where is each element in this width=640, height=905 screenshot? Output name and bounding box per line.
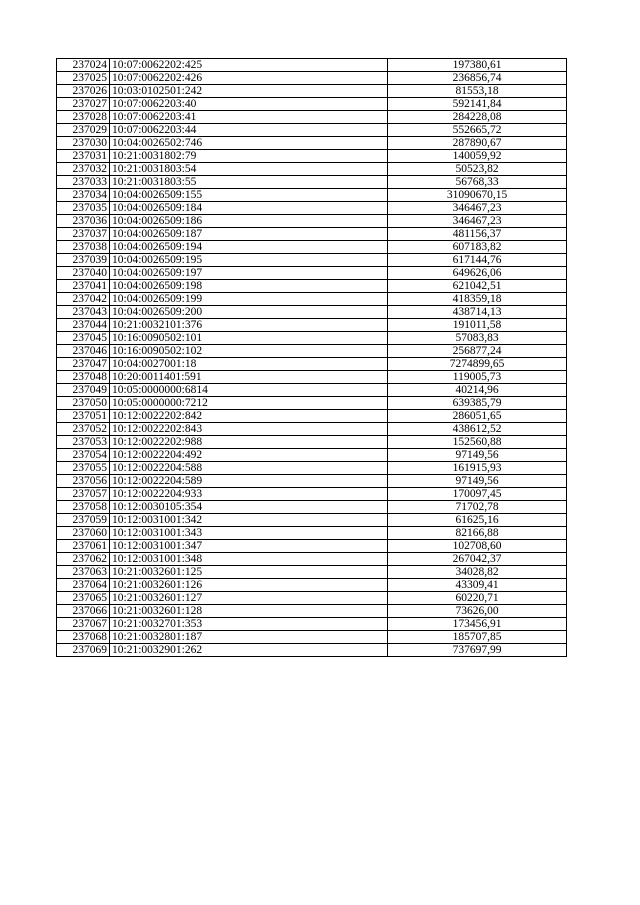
row-id-cell: 237066 [57, 605, 110, 618]
amount-cell: 71702,78 [388, 501, 567, 514]
table-row [57, 228, 567, 241]
row-id-cell: 237064 [57, 579, 110, 592]
cadastral-number-cell: 10:07:0062203:40 [110, 98, 388, 111]
row-id-cell: 237031 [57, 150, 110, 163]
row-id-cell: 237058 [57, 501, 110, 514]
table-row [57, 592, 567, 605]
cadastral-number-cell: 10:04:0026509:197 [110, 267, 388, 280]
table-row [57, 358, 567, 371]
amount-cell: 617144,76 [388, 254, 567, 267]
amount-cell: 284228,08 [388, 111, 567, 124]
table-row [57, 371, 567, 384]
table-row [57, 306, 567, 319]
cadastral-number-cell: 10:21:0032601:125 [110, 566, 388, 579]
row-id-cell: 237059 [57, 514, 110, 527]
cadastral-number-cell: 10:03:0102501:242 [110, 85, 388, 98]
table-row [57, 618, 567, 631]
amount-cell: 173456,91 [388, 618, 567, 631]
amount-cell: 639385,79 [388, 397, 567, 410]
row-id-cell: 237044 [57, 319, 110, 332]
amount-cell: 185707,85 [388, 631, 567, 644]
amount-cell: 438714,13 [388, 306, 567, 319]
cadastral-number-cell: 10:21:0031803:54 [110, 163, 388, 176]
amount-cell: 481156,37 [388, 228, 567, 241]
table-row [57, 59, 567, 72]
cadastral-number-cell: 10:04:0026509:155 [110, 189, 388, 202]
amount-cell: 50523,82 [388, 163, 567, 176]
row-id-cell: 237030 [57, 137, 110, 150]
table-row [57, 293, 567, 306]
row-id-cell: 237054 [57, 449, 110, 462]
amount-cell: 170097,45 [388, 488, 567, 501]
table-row [57, 163, 567, 176]
table-row [57, 176, 567, 189]
amount-cell: 649626,06 [388, 267, 567, 280]
amount-cell: 161915,93 [388, 462, 567, 475]
row-id-cell: 237063 [57, 566, 110, 579]
cadastral-number-cell: 10:21:0032601:128 [110, 605, 388, 618]
cadastral-number-cell: 10:21:0032801:187 [110, 631, 388, 644]
row-id-cell: 237045 [57, 332, 110, 345]
cadastral-number-cell: 10:04:0026509:187 [110, 228, 388, 241]
amount-cell: 191011,58 [388, 319, 567, 332]
table-row [57, 332, 567, 345]
row-id-cell: 237048 [57, 371, 110, 384]
amount-cell: 140059,92 [388, 150, 567, 163]
amount-cell: 31090670,15 [388, 189, 567, 202]
row-id-cell: 237026 [57, 85, 110, 98]
table-row [57, 436, 567, 449]
amount-cell: 61625,16 [388, 514, 567, 527]
amount-cell: 60220,71 [388, 592, 567, 605]
amount-cell: 81553,18 [388, 85, 567, 98]
cadastral-number-cell: 10:05:0000000:7212 [110, 397, 388, 410]
table-row [57, 514, 567, 527]
row-id-cell: 237046 [57, 345, 110, 358]
amount-cell: 737697,99 [388, 644, 567, 657]
row-id-cell: 237036 [57, 215, 110, 228]
table-row [57, 540, 567, 553]
table-row [57, 384, 567, 397]
table-row [57, 449, 567, 462]
cadastral-number-cell: 10:04:0027001:18 [110, 358, 388, 371]
table-body [57, 59, 567, 657]
table-row [57, 423, 567, 436]
cadastral-number-cell: 10:21:0032601:126 [110, 579, 388, 592]
table-row [57, 280, 567, 293]
cadastral-number-cell: 10:04:0026509:186 [110, 215, 388, 228]
amount-cell: 418359,18 [388, 293, 567, 306]
table-row [57, 189, 567, 202]
amount-cell: 621042,51 [388, 280, 567, 293]
amount-cell: 438612,52 [388, 423, 567, 436]
table-row [57, 98, 567, 111]
row-id-cell: 237032 [57, 163, 110, 176]
table-row [57, 85, 567, 98]
cadastral-number-cell: 10:04:0026502:746 [110, 137, 388, 150]
row-id-cell: 237039 [57, 254, 110, 267]
cadastral-number-cell: 10:07:0062203:44 [110, 124, 388, 137]
cadastral-number-cell: 10:12:0031001:347 [110, 540, 388, 553]
table-row [57, 397, 567, 410]
amount-cell: 286051,65 [388, 410, 567, 423]
cadastral-number-cell: 10:12:0030105:354 [110, 501, 388, 514]
cadastral-number-cell: 10:20:0011401:591 [110, 371, 388, 384]
row-id-cell: 237028 [57, 111, 110, 124]
cadastral-number-cell: 10:07:0062202:425 [110, 59, 388, 72]
cadastral-number-cell: 10:04:0026509:184 [110, 202, 388, 215]
cadastral-number-cell: 10:12:0031001:343 [110, 527, 388, 540]
amount-cell: 57083,83 [388, 332, 567, 345]
cadastral-number-cell: 10:21:0031803:55 [110, 176, 388, 189]
table-row [57, 137, 567, 150]
row-id-cell: 237047 [57, 358, 110, 371]
table-row [57, 488, 567, 501]
amount-cell: 97149,56 [388, 449, 567, 462]
cadastral-number-cell: 10:12:0031001:348 [110, 553, 388, 566]
row-id-cell: 237057 [57, 488, 110, 501]
row-id-cell: 237051 [57, 410, 110, 423]
table-row [57, 462, 567, 475]
table-row [57, 631, 567, 644]
table-row [57, 410, 567, 423]
amount-cell: 119005,73 [388, 371, 567, 384]
amount-cell: 97149,56 [388, 475, 567, 488]
cadastral-number-cell: 10:04:0026509:195 [110, 254, 388, 267]
amount-cell: 73626,00 [388, 605, 567, 618]
row-id-cell: 237068 [57, 631, 110, 644]
amount-cell: 236856,74 [388, 72, 567, 85]
row-id-cell: 237055 [57, 462, 110, 475]
amount-cell: 152560,88 [388, 436, 567, 449]
table-row [57, 527, 567, 540]
cadastral-number-cell: 10:12:0022202:988 [110, 436, 388, 449]
amount-cell: 287890,67 [388, 137, 567, 150]
row-id-cell: 237065 [57, 592, 110, 605]
row-id-cell: 237049 [57, 384, 110, 397]
cadastral-number-cell: 10:07:0062203:41 [110, 111, 388, 124]
cadastral-number-cell: 10:16:0090502:101 [110, 332, 388, 345]
cadastral-number-cell: 10:12:0022204:933 [110, 488, 388, 501]
row-id-cell: 237040 [57, 267, 110, 280]
row-id-cell: 237069 [57, 644, 110, 657]
cadastral-number-cell: 10:07:0062202:426 [110, 72, 388, 85]
cadastral-number-cell: 10:12:0022202:843 [110, 423, 388, 436]
row-id-cell: 237042 [57, 293, 110, 306]
row-id-cell: 237050 [57, 397, 110, 410]
cadastral-number-cell: 10:12:0022204:492 [110, 449, 388, 462]
cadastral-number-cell: 10:12:0031001:342 [110, 514, 388, 527]
row-id-cell: 237038 [57, 241, 110, 254]
cadastral-number-cell: 10:21:0032101:376 [110, 319, 388, 332]
cadastral-number-cell: 10:12:0022204:589 [110, 475, 388, 488]
cadastral-number-cell: 10:12:0022202:842 [110, 410, 388, 423]
table-row [57, 475, 567, 488]
amount-cell: 267042,37 [388, 553, 567, 566]
amount-cell: 552665,72 [388, 124, 567, 137]
table-row [57, 124, 567, 137]
row-id-cell: 237060 [57, 527, 110, 540]
row-id-cell: 237029 [57, 124, 110, 137]
table-row [57, 605, 567, 618]
row-id-cell: 237034 [57, 189, 110, 202]
table-row [57, 72, 567, 85]
cadastral-number-cell: 10:04:0026509:200 [110, 306, 388, 319]
cadastral-number-cell: 10:21:0032901:262 [110, 644, 388, 657]
cadastral-number-cell: 10:04:0026509:194 [110, 241, 388, 254]
amount-cell: 592141,84 [388, 98, 567, 111]
table-row [57, 553, 567, 566]
row-id-cell: 237037 [57, 228, 110, 241]
row-id-cell: 237025 [57, 72, 110, 85]
cadastral-number-cell: 10:21:0031802:79 [110, 150, 388, 163]
cadastral-number-cell: 10:05:0000000:6814 [110, 384, 388, 397]
amount-cell: 56768,33 [388, 176, 567, 189]
amount-cell: 197380,61 [388, 59, 567, 72]
cadastral-number-cell: 10:04:0026509:199 [110, 293, 388, 306]
table-row [57, 111, 567, 124]
table-row [57, 202, 567, 215]
cadastral-number-cell: 10:04:0026509:198 [110, 280, 388, 293]
table-row [57, 579, 567, 592]
amount-cell: 346467,23 [388, 202, 567, 215]
amount-cell: 7274899,65 [388, 358, 567, 371]
data-table [56, 58, 567, 657]
table-row [57, 150, 567, 163]
amount-cell: 34028,82 [388, 566, 567, 579]
row-id-cell: 237067 [57, 618, 110, 631]
table-row [57, 254, 567, 267]
row-id-cell: 237024 [57, 59, 110, 72]
row-id-cell: 237052 [57, 423, 110, 436]
amount-cell: 607183,82 [388, 241, 567, 254]
amount-cell: 40214,96 [388, 384, 567, 397]
row-id-cell: 237053 [57, 436, 110, 449]
table-row [57, 345, 567, 358]
cadastral-number-cell: 10:16:0090502:102 [110, 345, 388, 358]
table-row [57, 644, 567, 657]
row-id-cell: 237027 [57, 98, 110, 111]
amount-cell: 43309,41 [388, 579, 567, 592]
amount-cell: 82166,88 [388, 527, 567, 540]
row-id-cell: 237056 [57, 475, 110, 488]
table-row [57, 566, 567, 579]
cadastral-number-cell: 10:12:0022204:588 [110, 462, 388, 475]
table-row [57, 319, 567, 332]
table-row [57, 215, 567, 228]
row-id-cell: 237033 [57, 176, 110, 189]
amount-cell: 102708,60 [388, 540, 567, 553]
amount-cell: 346467,23 [388, 215, 567, 228]
table-row [57, 501, 567, 514]
row-id-cell: 237062 [57, 553, 110, 566]
cadastral-number-cell: 10:21:0032701:353 [110, 618, 388, 631]
amount-cell: 256877,24 [388, 345, 567, 358]
row-id-cell: 237043 [57, 306, 110, 319]
row-id-cell: 237061 [57, 540, 110, 553]
table-row [57, 267, 567, 280]
row-id-cell: 237035 [57, 202, 110, 215]
table-row [57, 241, 567, 254]
row-id-cell: 237041 [57, 280, 110, 293]
cadastral-number-cell: 10:21:0032601:127 [110, 592, 388, 605]
